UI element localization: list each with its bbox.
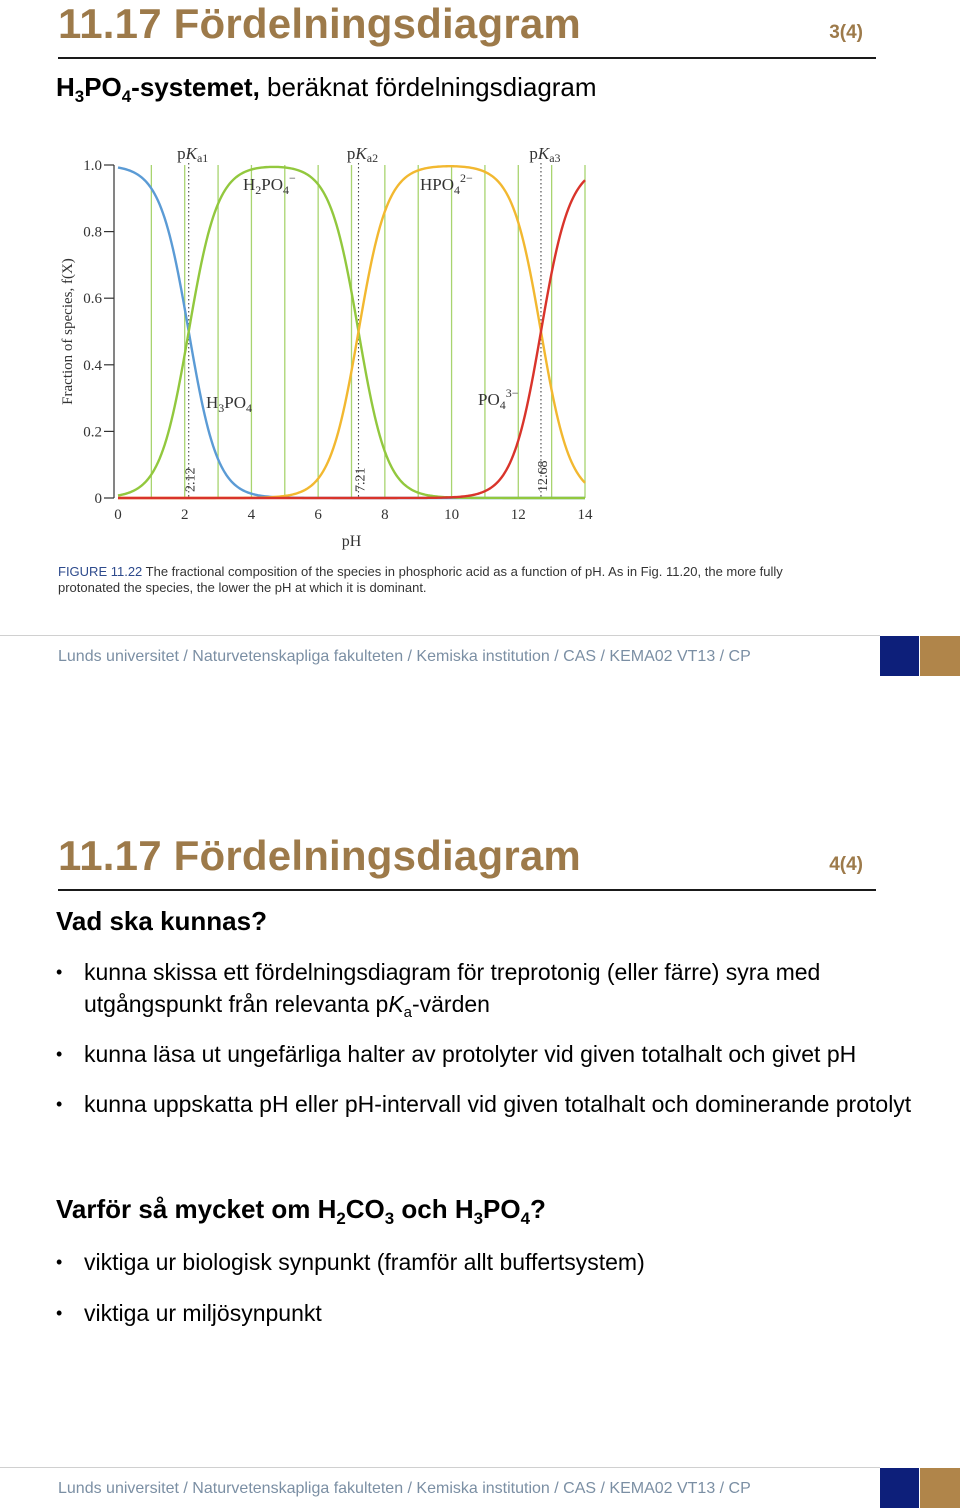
x-tick-label: 4 — [247, 507, 256, 523]
bullet-list-2 — [56, 1246, 916, 1329]
y-tick-label: 0.4 — [83, 357, 102, 374]
slide-title: 11.17 Fördelningsdiagram — [58, 0, 581, 47]
list-item: • kunna läsa ut ungefärliga halter av protolyter vid given totalhalt och givet pH — [56, 1038, 916, 1070]
logo-block-blue — [880, 636, 919, 676]
section-heading-2: Varför så mycket om $H_2CO_3$ och $H_3PO_4$? — [56, 1194, 546, 1228]
series-label-H2PO4-: $H_2PO_4^-$ — [243, 171, 296, 197]
x-tick-label: 0 — [114, 507, 122, 523]
slide-heading: $H_3PO_4$-systemet, beräknat fördelningsdiagram — [56, 72, 597, 106]
footer-rule — [0, 1467, 880, 1468]
x-tick-label: 2 — [180, 507, 189, 523]
y-tick-label: 0.8 — [83, 224, 102, 241]
series-label-HPO42-: $HPO_4^{2-}$ — [420, 171, 473, 197]
distribution-chart — [40, 130, 600, 560]
footer-text: Lunds universitet / Naturvetenskapliga fakulteten / Kemiska institution / CAS / KEMA02 VT13 / CP — [58, 648, 751, 665]
y-axis-label: Fraction of species, f(X) — [60, 258, 76, 405]
title-rule — [58, 889, 876, 891]
chart-labels — [177, 144, 560, 492]
series-label-PO43-: $PO_4^{3-}$ — [478, 386, 519, 412]
footer-text: Lunds universitet / Naturvetenskapliga fakulteten / Kemiska institution / CAS / KEMA02 VT13 / CP — [58, 1480, 751, 1497]
list-item: • viktiga ur biologisk synpunkt (framför allt buffertsystem) — [56, 1246, 916, 1278]
pka-top-label: pKa3 — [529, 144, 561, 165]
section-heading-1: Vad ska kunnas? — [56, 906, 267, 936]
bullet-list-1 — [56, 956, 916, 1120]
page-number: 3(4) — [829, 22, 863, 43]
y-tick-label: 0.2 — [83, 424, 102, 441]
list-item: • kunna uppskatta pH eller pH-intervall vid given totalhalt och dominerande protolyt — [56, 1088, 916, 1120]
page-number: 4(4) — [829, 854, 863, 875]
x-tick-label: 6 — [314, 507, 322, 523]
x-tick-label: 12 — [510, 507, 526, 523]
footer-rule — [0, 635, 880, 636]
slide-4 — [0, 832, 960, 1508]
pka-top-label: pKa2 — [346, 144, 379, 165]
logo-block-gold — [920, 1468, 960, 1508]
pka-top-label: pKa1 — [177, 144, 209, 165]
series-label-H3PO4: $H_3PO_4$ — [206, 393, 253, 415]
logo-block-gold — [920, 636, 960, 676]
pka-value-label: 2.12 — [183, 467, 199, 492]
figure-caption — [58, 564, 838, 596]
pka-value-label: 12.68 — [535, 460, 551, 492]
list-item: • viktiga ur miljösynpunkt — [56, 1297, 916, 1329]
x-axis-label: pH — [341, 533, 362, 550]
logo-block-blue — [880, 1468, 919, 1508]
figure-label: FIGURE 11.22 — [58, 564, 143, 579]
slide-title: 11.17 Fördelningsdiagram — [58, 832, 581, 879]
slide-3 — [0, 0, 960, 700]
x-tick-label: 8 — [381, 507, 389, 523]
y-tick-label: 0.6 — [83, 291, 102, 308]
pka-lines — [189, 163, 541, 498]
x-tick-label: 10 — [444, 507, 460, 523]
y-tick-label: 1.0 — [83, 158, 102, 174]
x-tick-label: 14 — [577, 507, 593, 523]
list-item: • kunna skissa ett fördelningsdiagram för treprotonig (eller färre) syra med utgångspunkt från relevanta $pK_a$-värden — [56, 956, 916, 1020]
caption-text: The fractional composition of the species in phosphoric acid as a function of pH. As in Fig. 11.20, the more fully protonated the species, the lower the pH at which it is dominant. — [58, 564, 783, 595]
pka-value-label: 7.21 — [353, 467, 369, 492]
y-tick-label: 0 — [94, 491, 102, 507]
chart-axes — [60, 158, 593, 550]
title-rule — [58, 57, 876, 59]
chart-grid — [151, 165, 585, 498]
